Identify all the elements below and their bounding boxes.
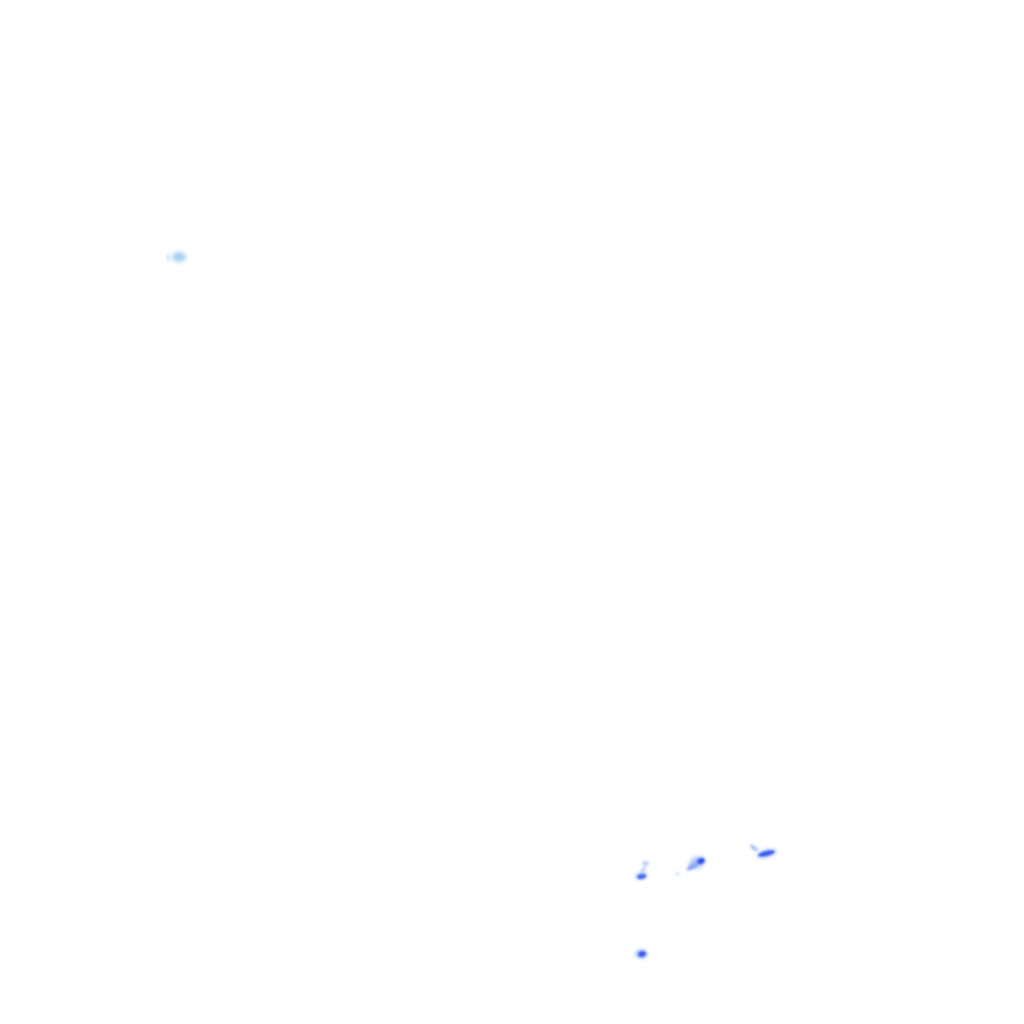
echo-right-check-halo — [755, 847, 778, 861]
echo-mid-faint-dot — [675, 872, 680, 876]
echo-left-squiggle-dot — [642, 861, 649, 866]
echo-mid-comma-tail — [686, 861, 700, 872]
echo-south-dot-core — [637, 950, 646, 957]
echo-right-check-diag — [748, 843, 758, 852]
echo-nw-soft-sliver — [167, 254, 170, 261]
echo-left-squiggle-stroke — [638, 864, 647, 876]
echo-south-dot-halo — [635, 949, 648, 959]
echo-left-squiggle-halo — [634, 871, 648, 881]
echo-mid-comma-halo — [687, 854, 706, 871]
echo-right-check-core — [758, 849, 776, 858]
echo-left-squiggle-core — [637, 874, 647, 880]
echo-nw-soft-blob — [172, 252, 186, 262]
echo-mid-comma-core — [696, 857, 706, 865]
